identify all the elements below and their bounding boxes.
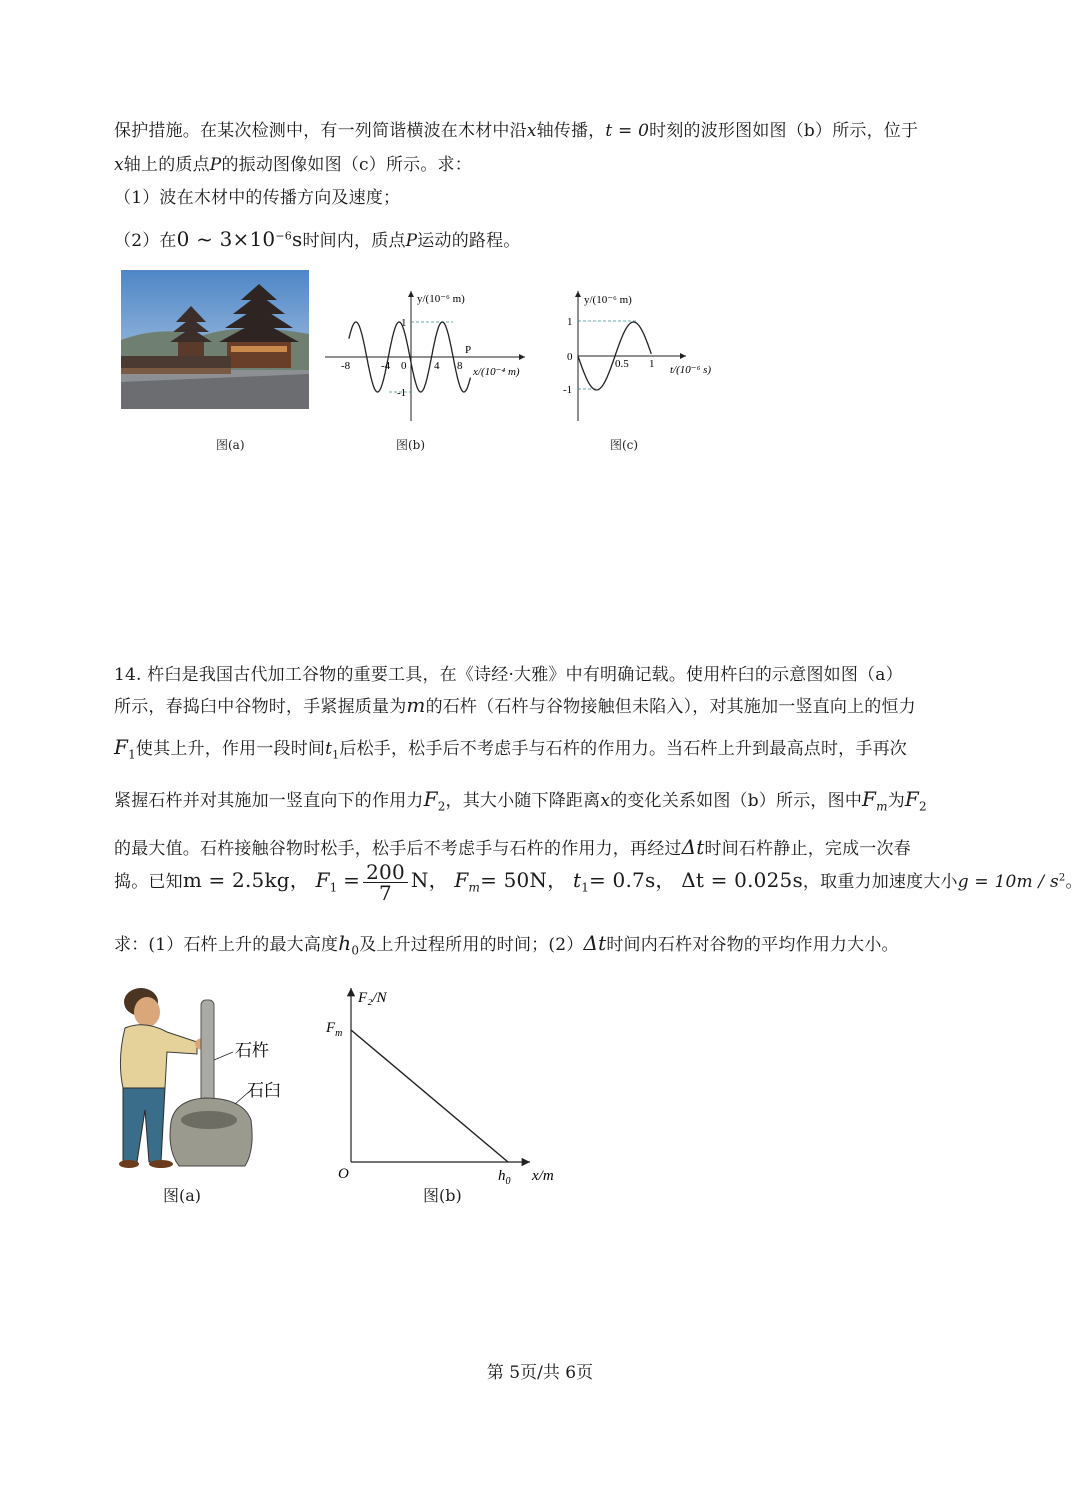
shoe	[149, 1160, 173, 1168]
math-g: g = 10m / s	[957, 872, 1059, 892]
math-sub: 1	[332, 748, 340, 762]
math-exp: 2	[1058, 872, 1066, 884]
text: （2）在	[114, 231, 177, 251]
tick-label: 1	[649, 358, 655, 370]
text: 14. 杵臼是我国古代加工谷物的重要工具，在《诗经·大雅》中有明确记载。使用杵臼的示意图如图（a）	[114, 665, 903, 685]
math-sub: 2	[918, 799, 927, 814]
math-x: x	[526, 121, 537, 141]
math-sub: m	[876, 799, 888, 814]
q14-line-5	[114, 834, 911, 859]
point-P-label: P	[465, 344, 472, 356]
text: 的振动图像如图（c）所示。求：	[221, 155, 472, 175]
mortar	[170, 1098, 252, 1166]
y-tick-Fm: $F_m$	[326, 1020, 343, 1039]
q14-fig-b-caption: 图(b)	[423, 1186, 462, 1205]
y-label: y/(10⁻⁶ m)	[417, 293, 465, 305]
math-dt: Δt	[583, 931, 607, 955]
text: ，其大小随下降距离	[445, 791, 601, 811]
math-exp: −6	[275, 229, 292, 243]
math-dt-value: Δt = 0.025s	[681, 868, 803, 892]
tick-label: 0.5	[615, 358, 629, 370]
text: 的变化关系如图（b）所示，图中	[610, 791, 863, 811]
tick-label: -1	[397, 387, 407, 399]
math-t: t	[325, 739, 333, 759]
math-eq: =	[343, 868, 361, 892]
math-F: F	[904, 787, 919, 811]
math-m-value: m = 2.5kg，	[182, 868, 310, 892]
text: 时间内石杵对谷物的平均作用力大小。	[606, 935, 899, 955]
math-unit: N，	[410, 868, 449, 892]
tick-label: 0	[401, 360, 407, 372]
tick-label: -1	[563, 384, 573, 396]
math-unit: s	[291, 227, 303, 251]
tick-label: 0	[567, 351, 573, 363]
q13-fig-b-caption: 图(b)	[396, 438, 426, 452]
text: 所示，春捣臼中谷物时，手紧握质量为	[114, 697, 407, 717]
text: 的石杵（石杵与谷物接触但未陷入），对其施加一竖直向上的恒力	[425, 697, 916, 717]
math-value: = 0.7s，	[589, 868, 676, 892]
tick-label: 1	[567, 316, 573, 328]
q13-fig-c-vibration	[560, 285, 730, 425]
math-m: m	[406, 693, 426, 717]
math-h: h	[338, 931, 352, 955]
x-tick-h0: $h_0$	[498, 1168, 511, 1187]
text: 使其上升，作用一段时间	[135, 739, 326, 759]
math-range: 0 ~ 3×10	[176, 227, 276, 251]
x-label: x/(10⁻⁴ m)	[473, 366, 520, 378]
q14-line-6	[114, 862, 1083, 903]
math-P: P	[209, 155, 222, 175]
q14-line-2	[114, 692, 916, 717]
tick-label: 1	[401, 317, 407, 329]
pants	[123, 1088, 165, 1162]
leader-line	[214, 1052, 233, 1060]
math-F: F	[423, 787, 438, 811]
math-value: = 50N，	[480, 868, 568, 892]
text: 时间石杵静止，完成一次春	[704, 839, 911, 859]
math-F: F	[862, 787, 877, 811]
x-label: x/m	[532, 1168, 554, 1184]
text: 紧握石杵并对其施加一竖直向下的作用力	[114, 791, 424, 811]
text: 捣。已知	[114, 872, 183, 892]
math-t: t = 0	[605, 121, 650, 141]
math-x: x	[114, 155, 124, 175]
text: 为	[887, 791, 905, 811]
q13-sub-1	[114, 183, 400, 208]
math-t: t	[572, 868, 582, 892]
q14-fig-a-illustration	[105, 980, 305, 1175]
x-label: t/(10⁻⁶ s)	[670, 364, 712, 376]
tick-label: 4	[434, 360, 440, 372]
tick-label: -4	[381, 360, 391, 372]
text: 时间内，质点	[302, 231, 406, 251]
q13-fig-b-wave	[325, 285, 545, 425]
fraction	[363, 862, 408, 903]
math-F: F	[454, 868, 469, 892]
text: （1）波在木材中的传播方向及速度；	[114, 188, 401, 208]
q14-line-4	[114, 786, 927, 813]
text: 求：(1）石杵上升的最大高度	[114, 935, 339, 955]
tick-label: -8	[341, 360, 351, 372]
math-sub: 1	[128, 747, 136, 762]
math-P: P	[405, 231, 418, 251]
mortar-opening	[181, 1111, 237, 1129]
math-F: F	[315, 868, 330, 892]
shirt	[120, 1025, 197, 1088]
text: 轴传播，	[536, 121, 606, 141]
q13-line-2	[114, 150, 472, 175]
q13-line-1	[114, 116, 918, 141]
math-sub: 0	[351, 943, 360, 958]
q13-fig-a-photo	[121, 270, 309, 409]
text: 的最大值。石杵接触谷物时松手，松手后不考虑手与石杵的作用力，再经过	[114, 839, 682, 859]
math-sub: 1	[581, 880, 590, 895]
text: 轴上的质点	[123, 155, 210, 175]
text: 保护措施。在某次检测中，有一列简谐横波在木材中沿	[114, 121, 527, 141]
math-sub: 1	[329, 880, 338, 895]
text: 。	[1065, 872, 1083, 892]
origin-label: O	[338, 1166, 349, 1182]
tick-label: 8	[457, 360, 463, 372]
q14-fig-b-graph	[320, 982, 570, 1187]
text: 运动的路程。	[417, 231, 521, 251]
denominator: 7	[379, 881, 392, 905]
math-sub: 2	[437, 799, 446, 814]
q14-fig-a-caption: 图(a)	[163, 1186, 202, 1205]
q13-sub-2	[114, 226, 521, 251]
text: 时刻的波形图如图（b）所示，位于	[649, 121, 919, 141]
label-pestle: 石杵	[235, 1041, 269, 1060]
head	[134, 997, 160, 1027]
math-F: F	[114, 735, 129, 759]
label-mortar: 石臼	[247, 1081, 281, 1100]
shoe	[119, 1160, 139, 1168]
q14-line-3	[114, 734, 907, 761]
q14-line-7	[114, 930, 899, 957]
q13-fig-a-caption: 图(a)	[216, 438, 245, 452]
page-footer: 第 5页/共 6页	[486, 1363, 594, 1383]
f2-line	[351, 1030, 508, 1162]
math-sub: m	[468, 880, 481, 895]
y-label: y/(10⁻⁶ m)	[584, 294, 632, 306]
q14-line-1	[114, 660, 903, 685]
math-dt: Δt	[681, 835, 705, 859]
math-x: x	[600, 791, 611, 811]
text: ，取重力加速度大小	[802, 872, 958, 892]
numerator: 200	[363, 862, 408, 883]
text: 及上升过程所用的时间；(2）	[359, 935, 584, 955]
y-label: F₂/N	[358, 990, 387, 1006]
text: 后松手，松手后不考虑手与石杵的作用力。当石杵上升到最高点时，手再次	[339, 739, 907, 759]
q13-fig-c-caption: 图(c)	[610, 438, 639, 452]
